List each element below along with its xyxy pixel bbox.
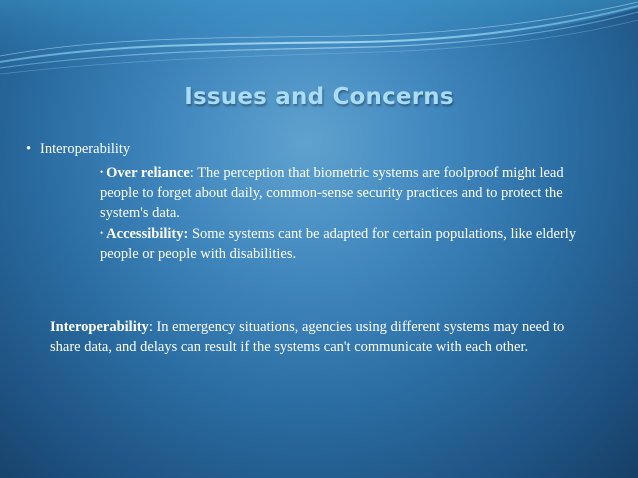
note-text: In emergency situations, agencies using different systems may need to share data, and delays can result if the systems can't communicate with each other. xyxy=(50,319,565,355)
sub-bullet-text: The perception that biometric systems are foolproof might lead people to forget about daily, common-sense security practices and to protect the system's data. xyxy=(100,165,564,221)
main-bullet xyxy=(26,140,130,158)
sub-bullet-text: Some systems cant be adapted for certain populations, like elderly people or people with disabilities. xyxy=(100,226,577,262)
sub-bullet-term: Over reliance xyxy=(106,165,190,181)
decorative-waves xyxy=(0,0,638,90)
sub-bullet-separator: : xyxy=(189,165,198,181)
note-term: Interoperability xyxy=(50,319,149,335)
interoperability-note xyxy=(50,317,570,357)
main-bullet-text: Interoperability xyxy=(40,141,131,157)
sub-bullet-over-reliance xyxy=(100,162,588,223)
note-separator: : xyxy=(148,319,157,335)
bullet-marker: • xyxy=(100,167,104,177)
sub-bullet-term: Accessibility: xyxy=(106,226,189,242)
slide-title: Issues and Concerns xyxy=(184,84,454,110)
sub-bullet-accessibility xyxy=(100,223,588,264)
bullet-marker: • xyxy=(26,141,32,157)
bullet-marker: • xyxy=(100,228,104,238)
